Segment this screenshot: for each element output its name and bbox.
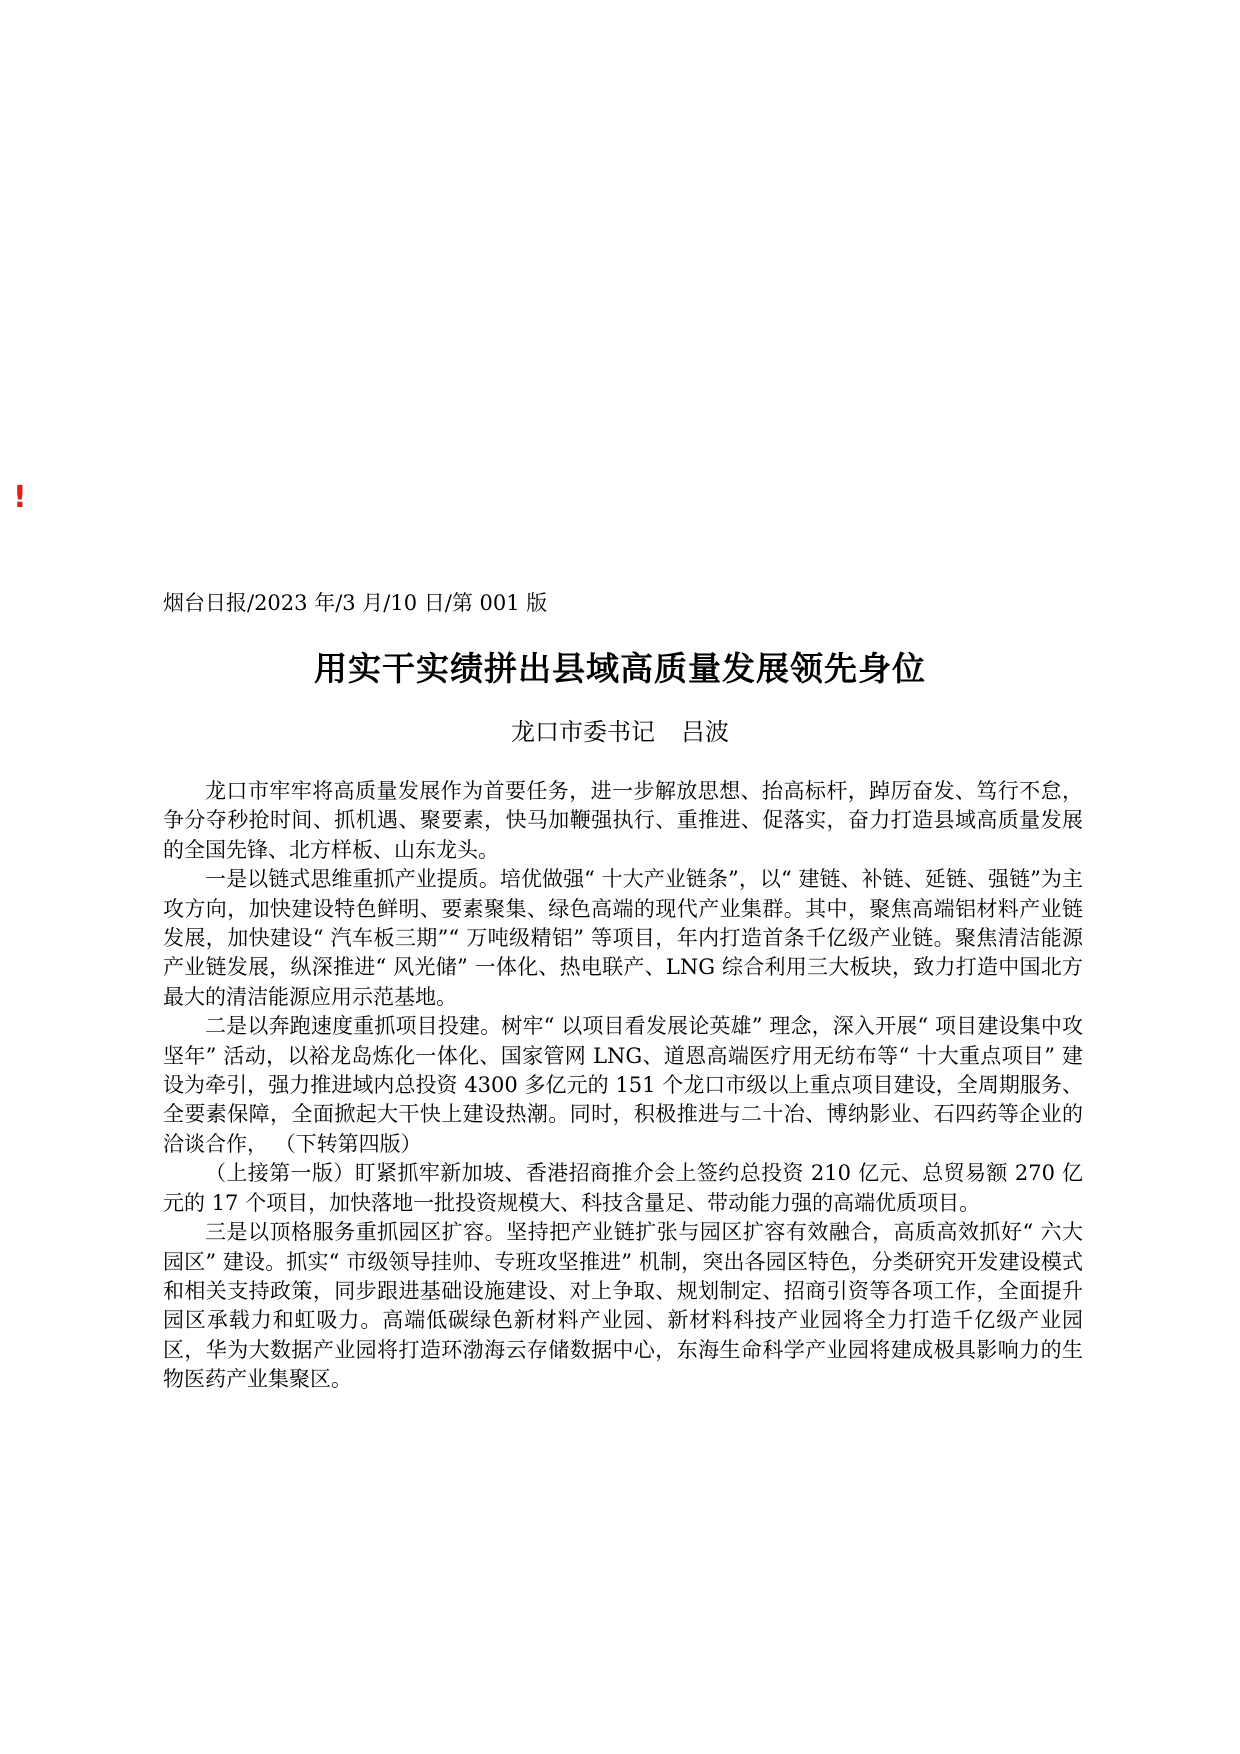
paragraph: （上接第一版）盯紧抓牢新加坡、香港招商推介会上签约总投资 210 亿元、总贸易额 270 亿元的 17 个项目，加快落地一批投资规模大、科技含量足、带动能力强的高端优质项目。 bbox=[163, 1161, 1083, 1215]
paragraph: 一是以链式思维重抓产业提质。培优做强“ 十大产业链条”，以“ 建链、补链、延链、强链”为主攻方向，加快建设特色鲜明、要素聚集、绿色高端的现代产业集群。其中，聚焦高端铝材料产业链发展，加快建设“ 汽车板三期”“ 万吨级精铝” 等项目，年内打造首条千亿级产业链。聚焦清洁能源产业链发展，纵深推进“ 风光储” 一体化、热电联产、LNG 综合利用三大板块，致力打造中国北方最大的清洁能源应用示范基地。 bbox=[163, 867, 1083, 1009]
article-body bbox=[163, 777, 1083, 1395]
paragraph: 三是以顶格服务重抓园区扩容。坚持把产业链扩张与园区扩容有效融合，高质高效抓好“ 六大园区” 建设。抓实“ 市级领导挂帅、专班攻坚推进” 机制，突出各园区特色，分类研究开发建设模式和相关支持政策，同步跟进基础设施建设、对上争取、规划制定、招商引资等各项工作，全面提升园区承载力和虹吸力。高端低碳绿色新材料产业园、新材料科技产业园将全力打造千亿级产业园区，华为大数据产业园将打造环渤海云存储数据中心，东海生命科学产业园将建成极具影响力的生物医药产业集聚区。 bbox=[163, 1220, 1083, 1392]
headline: 用实干实绩拼出县域高质量发展领先身位 bbox=[314, 649, 926, 688]
paragraph: 龙口市牢牢将高质量发展作为首要任务，进一步解放思想、抬高标杆，踔厉奋发、笃行不怠，争分夺秒抢时间、抓机遇、聚要素，快马加鞭强执行、重推进、促落实，奋力打造县域高质量发展的全国先锋、北方样板、山东龙头。 bbox=[163, 779, 1083, 862]
paragraph: 二是以奔跑速度重抓项目投建。树牢“ 以项目看发展论英雄” 理念，深入开展“ 项目建设集中攻坚年” 活动，以裕龙岛炼化一体化、国家管网 LNG、道恩高端医疗用无纺布等“ 十大重点项目” 建设为牵引，强力推进域内总投资 4300 多亿元的 151 个龙口市级以上重点项目建设，全周期服务、全要素保障，全面掀起大干快上建设热潮。同时，积极推进与二十冶、博纳影业、石四药等企业的洽谈合作， （下转第四版） bbox=[163, 1014, 1083, 1156]
byline bbox=[0, 715, 1240, 749]
alert-mark: ! bbox=[13, 480, 27, 515]
source-line: 烟台日报/2023 年/3 月/10 日/第 001 版 bbox=[163, 591, 548, 615]
author-role: 龙口市委书记 bbox=[511, 718, 655, 746]
author-name: 吕波 bbox=[681, 718, 729, 746]
